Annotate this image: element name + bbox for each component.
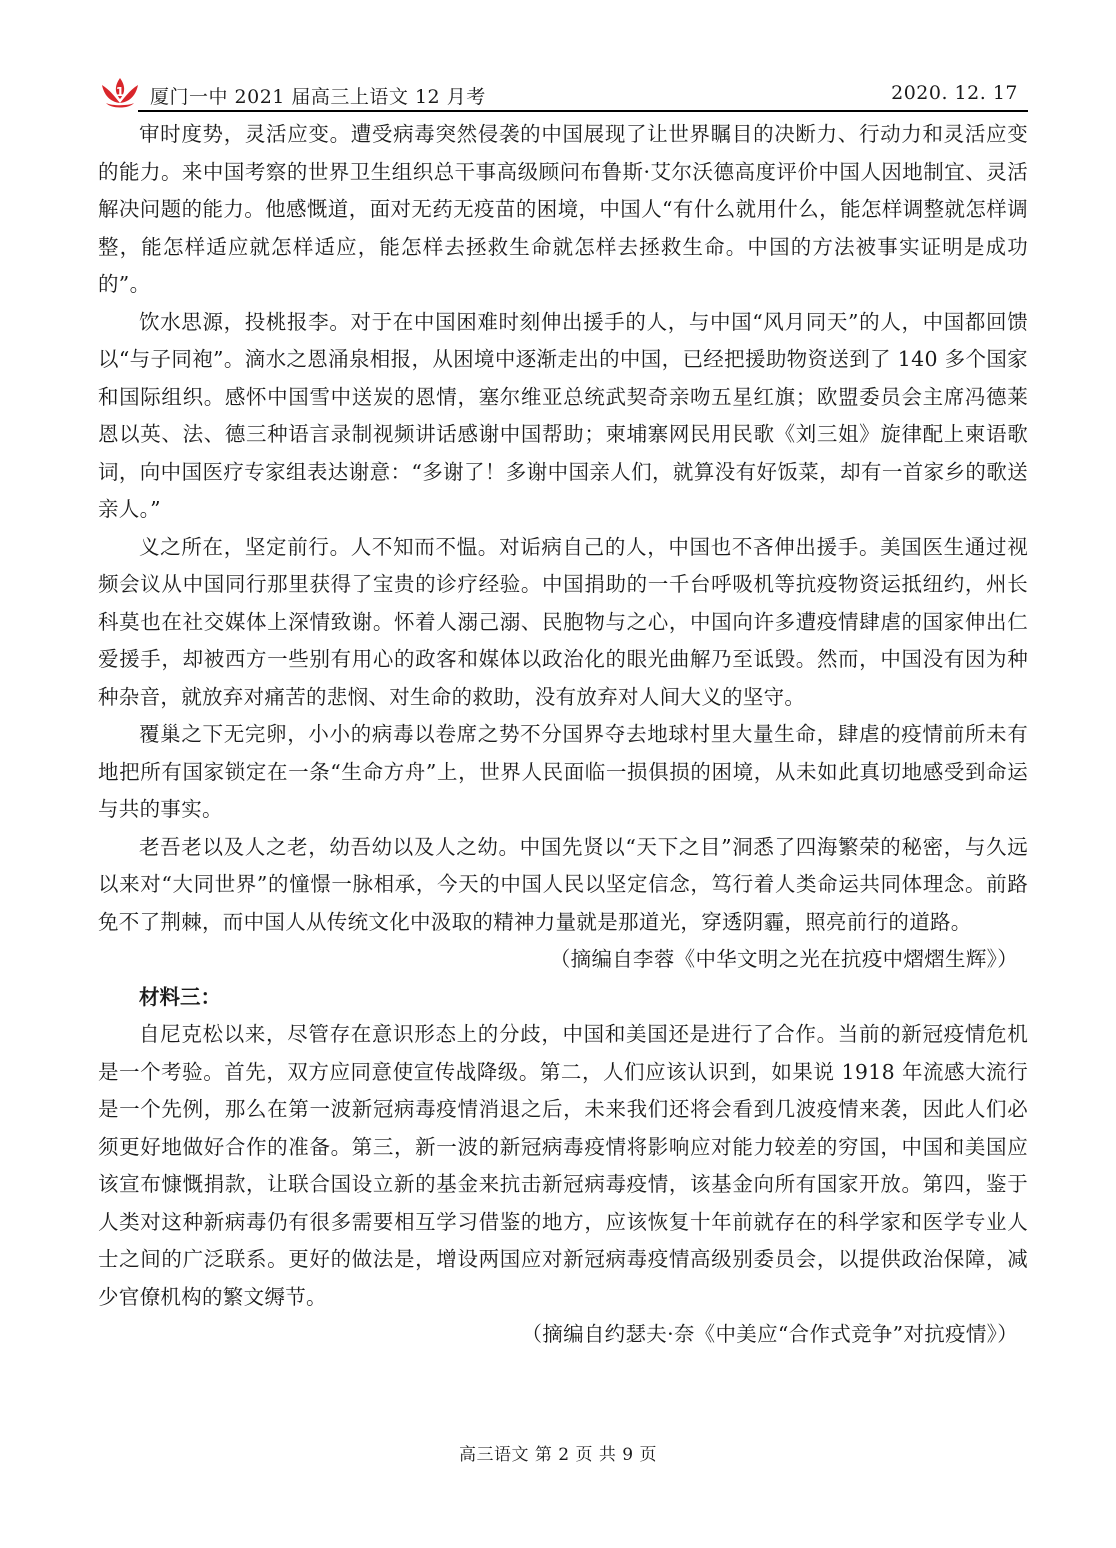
paragraph-3: 义之所在，坚定前行。人不知而不愠。对诟病自己的人，中国也不吝伸出援手。美国医生通过视频会议从中国同行那里获得了宝贵的诊疗经验。中国捐助的一千台呼吸机等抗疫物资运抵纽约，州长科莫也在社交媒体上深情致谢。怀着人溺己溺、民胞物与之心，中国向许多遭疫情肆虐的国家伸出仁爱援手，却被西方一些别有用心的政客和媒体以政治化的眼光曲解乃至诋毁。然而，中国没有因为种种杂音，就放弃对痛苦的悲悯、对生命的救助，没有放弃对人间大义的坚守。: [98, 534, 1028, 709]
page-footer: 高三语文 第 2 页 共 9 页: [458, 1445, 658, 1465]
header-rule: [138, 110, 1028, 112]
page-header: [98, 76, 1028, 112]
paragraph-1: 审时度势，灵活应变。遭受病毒突然侵袭的中国展现了让世界瞩目的决断力、行动力和灵活应变的能力。来中国考察的世界卫生组织总干事高级顾问布鲁斯·艾尔沃德高度评价中国人因地制宜、灵活解决问题的能力。他感慨道，面对无药无疫苗的困境，中国人“有什么就用什么，能怎样调整就怎样调整，能怎样适应就怎样适应，能怎样去拯救生命就怎样去拯救生命。中国的方法被事实证明是成功的”。: [98, 122, 1028, 296]
page-content: [98, 116, 1028, 1354]
paragraph-4: 覆巢之下无完卵，小小的病毒以卷席之势不分国界夺去地球村里大量生命，肆虐的疫情前所未有地把所有国家锁定在一条“生命方舟”上，世界人民面临一损俱损的困境，从未如此真切地感受到命运与共的事实。: [98, 722, 1028, 821]
exam-date: 2020. 12. 17: [891, 82, 1018, 104]
source-citation-1: （摘编自李蓉《中华文明之光在抗疫中熠熠生辉》）: [549, 947, 1018, 971]
svg-text:1: 1: [115, 85, 125, 99]
paragraph-2: 饮水思源，投桃报李。对于在中国困难时刻伸出援手的人，与中国“风月同天”的人，中国都回馈以“与子同袍”。滴水之恩涌泉相报，从困境中逐渐走出的中国，已经把援助物资送到了 140 多个国家和国际组织。感怀中国雪中送炭的恩情，塞尔维亚总统武契奇亲吻五星红旗；欧盟委员会主席冯德莱恩以英、法、德三种语言录制视频讲话感谢中国帮助；柬埔寨网民用民歌《刘三姐》旋律配上柬语歌词，向中国医疗专家组表达谢意：“多谢了！多谢中国亲人们，就算没有好饭菜，却有一首家乡的歌送亲人。”: [98, 309, 1028, 521]
exam-title: 厦门一中 2021 届高三上语文 12 月考: [150, 86, 486, 108]
section-3-paragraph: 自尼克松以来，尽管存在意识形态上的分歧，中国和美国还是进行了合作。当前的新冠疫情危机是一个考验。首先，双方应同意使宣传战降级。第二，人们应该认识到，如果说 1918 年流感大流行是一个先例，那么在第一波新冠病毒疫情消退之后，未来我们还将会看到几波疫情来袭，因此人们必须更好地做好合作的准备。第三，新一波的新冠病毒疫情将影响应对能力较差的穷国，中国和美国应该宣布慷慨捐款，让联合国设立新的基金来抗击新冠病毒疫情，该基金向所有国家开放。第四，鉴于人类对这种新病毒仍有很多需要相互学习借鉴的地方，应该恢复十年前就存在的科学家和医学专业人士之间的广泛联系。更好的做法是，增设两国应对新冠病毒疫情高级别委员会，以提供政治保障，减少官僚机构的繁文缛节。: [98, 1022, 1028, 1309]
lotus-logo-icon: [98, 76, 142, 112]
section-3-label: 材料三：: [139, 984, 221, 1009]
paragraph-5: 老吾老以及人之老，幼吾幼以及人之幼。中国先贤以“天下之目”洞悉了四海繁荣的秘密，与久远以来对“大同世界”的憧憬一脉相承，今天的中国人民以坚定信念，笃行着人类命运共同体理念。前路免不了荆棘，而中国人从传统文化中汲取的精神力量就是那道光，穿透阴霾，照亮前行的道路。: [98, 834, 1028, 934]
source-citation-2: （摘编自约瑟夫·奈《中美应“合作式竞争”对抗疫情》）: [521, 1322, 1018, 1346]
